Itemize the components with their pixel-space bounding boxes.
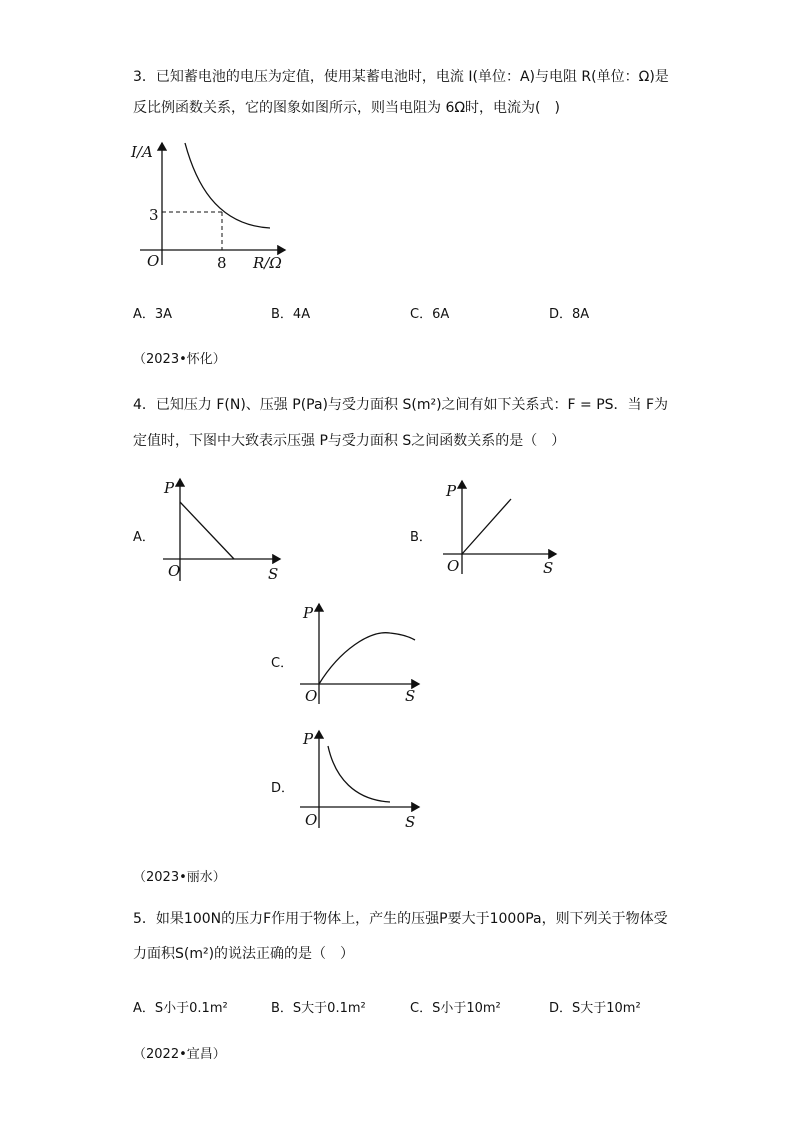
- q5-option-d[interactable]: D．S大于10m²: [549, 1001, 641, 1016]
- q4-d-origin: O: [305, 811, 318, 829]
- q3-x-label: R/Ω: [253, 254, 282, 272]
- q4-c-curve: [319, 633, 415, 684]
- q4-line2: 定值时，下图中大致表示压强 P与受力面积 S之间函数关系的是（ ）: [133, 433, 566, 449]
- q5-option-b[interactable]: B．S大于0.1m²: [271, 1001, 366, 1016]
- q3-line2: 反比例函数关系，它的图象如图所示，则当电阻为 6Ω时，电流为( ): [133, 100, 560, 116]
- q4-option-d[interactable]: D．: [271, 781, 295, 796]
- q5-option-a[interactable]: A．S小于0.1m²: [133, 1001, 228, 1016]
- q4-graph-d: [295, 728, 425, 832]
- q4-c-origin: O: [305, 687, 318, 705]
- q3-line1: 3．已知蓄电池的电压为定值，使用某蓄电池时，电流 I(单位：A)与电阻 R(单位：Ω)是: [133, 69, 669, 85]
- q3-y-label: I/A: [131, 143, 153, 161]
- q3-option-b[interactable]: B．4A: [271, 307, 311, 322]
- q3-origin: O: [147, 252, 160, 270]
- q4-d-y-label: P: [303, 730, 314, 748]
- q3-option-a[interactable]: A．3A: [133, 307, 173, 322]
- q4-d-curve: [328, 746, 390, 802]
- q3-option-c[interactable]: C．6A: [410, 307, 450, 322]
- q4-a-line: [180, 502, 234, 559]
- q4-source: （2023•丽水）: [133, 870, 226, 885]
- q3-graph: [125, 135, 295, 275]
- q4-graph-c: [295, 600, 425, 708]
- q3-curve: [185, 143, 270, 228]
- q5-line1: 5．如果100N的压力F作用于物体上，产生的压强P要大于1000Pa，则下列关于物体受: [133, 911, 668, 927]
- q4-b-origin: O: [447, 557, 460, 575]
- q4-b-x-label: S: [543, 559, 554, 577]
- q4-b-line: [462, 499, 511, 554]
- q4-d-x-label: S: [405, 813, 416, 831]
- q4-c-y-label: P: [303, 604, 314, 622]
- q3-y-tick: 3: [149, 206, 159, 224]
- q5-option-c[interactable]: C．S小于10m²: [410, 1001, 501, 1016]
- q5-source: （2022•宜昌）: [133, 1047, 226, 1062]
- q4-a-x-label: S: [268, 565, 279, 583]
- q4-b-y-label: P: [446, 482, 457, 500]
- q3-x-tick: 8: [217, 254, 227, 272]
- q3-source: （2023•怀化）: [133, 352, 226, 367]
- q5-line2: 力面积S(m²)的说法正确的是（ ）: [133, 946, 355, 962]
- q4-graph-a: [158, 475, 288, 585]
- q4-graph-b: [438, 478, 563, 578]
- q4-option-b[interactable]: B．: [410, 530, 432, 545]
- q3-option-d[interactable]: D．8A: [549, 307, 590, 322]
- q4-line1: 4．已知压力 F(N)、压强 P(Pa)与受力面积 S(m²)之间有如下关系式：F = PS．当 F为: [133, 397, 669, 413]
- q4-c-x-label: S: [405, 687, 416, 705]
- q4-a-y-label: P: [164, 479, 175, 497]
- q4-a-origin: O: [168, 562, 181, 580]
- q4-option-a[interactable]: A．: [133, 530, 155, 545]
- q4-option-c[interactable]: C．: [271, 656, 294, 671]
